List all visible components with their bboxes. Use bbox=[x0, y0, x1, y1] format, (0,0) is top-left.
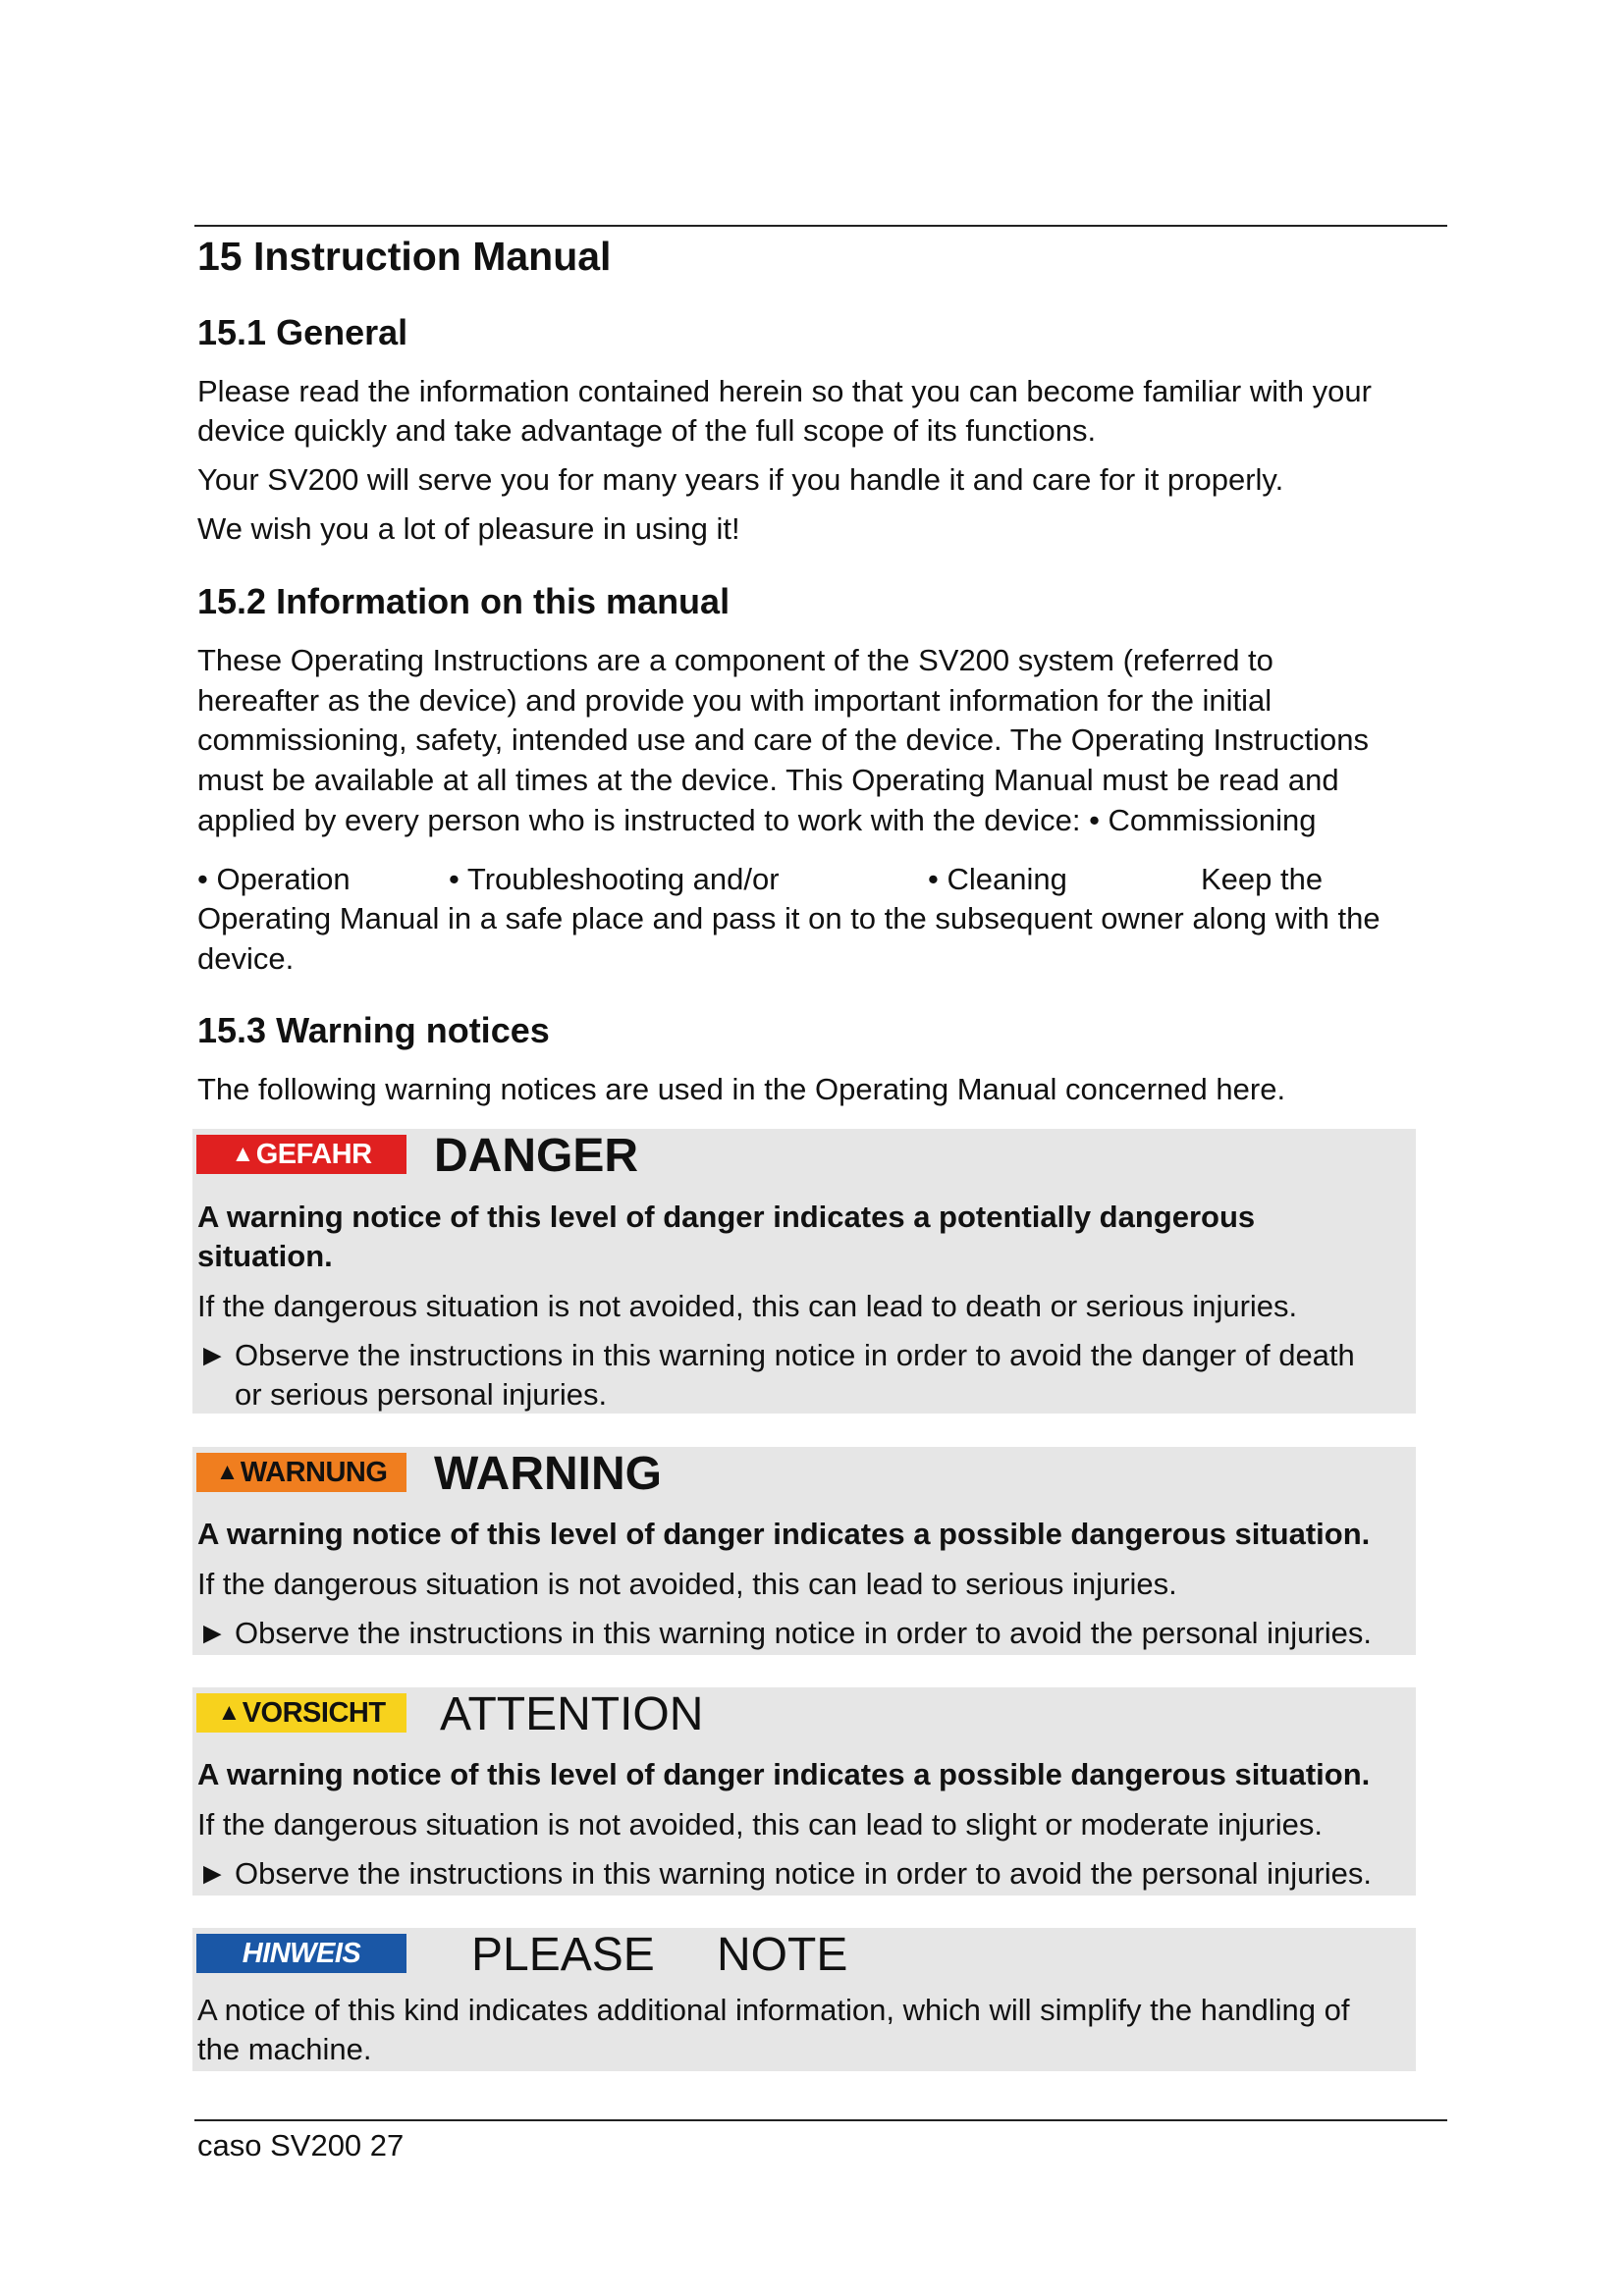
warning-triangle-icon: ▲ bbox=[217, 1699, 241, 1726]
warning-bold-line: A warning notice of this level of danger indicates a possible dangerous situation. bbox=[197, 1517, 1371, 1551]
danger-bold-line: situation. bbox=[197, 1239, 333, 1273]
danger-title: DANGER bbox=[434, 1130, 639, 1182]
caution-bold-line: A warning notice of this level of danger indicates a possible dangerous situation. bbox=[197, 1757, 1371, 1791]
warning-triangle-icon: ▲ bbox=[215, 1459, 239, 1485]
vorsicht-label bbox=[196, 1693, 406, 1733]
notice-box bbox=[192, 1928, 1416, 2071]
page-footer: caso SV200 27 bbox=[197, 2128, 405, 2163]
hinweis-label-text: HINWEIS bbox=[242, 1937, 361, 1969]
section-general-title: 15.1 General bbox=[197, 312, 408, 352]
warning-action bbox=[197, 1614, 1372, 1653]
danger-bold-line: A warning notice of this level of danger indicates a potentially dangerous bbox=[197, 1200, 1256, 1234]
manual-info-closing-line: device. bbox=[197, 941, 295, 976]
caution-notice-box bbox=[192, 1687, 1416, 1896]
danger-action-text: Observe the instructions in this warning notice in order to avoid the danger of death bbox=[235, 1338, 1355, 1372]
vorsicht-label-text: VORSICHT bbox=[242, 1696, 386, 1729]
warning-notice-box bbox=[192, 1447, 1416, 1655]
arrow-right-icon: ► bbox=[197, 1856, 228, 1891]
general-paragraph-line: We wish you a lot of pleasure in using it! bbox=[197, 511, 740, 546]
hinweis-label bbox=[196, 1934, 406, 1973]
arrow-right-icon: ► bbox=[197, 1338, 228, 1372]
gefahr-label-text: GEFAHR bbox=[255, 1138, 372, 1170]
please-note-title-word: PLEASE bbox=[471, 1929, 655, 1981]
warning-title: WARNING bbox=[434, 1448, 662, 1500]
manual-info-closing-line: Operating Manual in a safe place and pass it on to the subsequent owner along with the bbox=[197, 901, 1380, 935]
bottom-rule bbox=[194, 2119, 1447, 2121]
arrow-right-icon: ► bbox=[197, 1616, 228, 1650]
danger-notice-box bbox=[192, 1129, 1416, 1414]
section-warning-notices-title: 15.3 Warning notices bbox=[197, 1010, 550, 1050]
bullet-troubleshooting: • Troubleshooting and/or bbox=[449, 862, 780, 896]
manual-info-line: These Operating Instructions are a component of the SV200 system (referred to bbox=[197, 643, 1273, 677]
bullet-row bbox=[197, 860, 1425, 899]
notice-text-line: A notice of this kind indicates additional information, which will simplify the handling of bbox=[197, 1993, 1350, 2027]
notice-text-line: the machine. bbox=[197, 2032, 372, 2066]
keep-the-text: Keep the bbox=[1201, 862, 1324, 896]
danger-action bbox=[197, 1336, 1355, 1375]
please-note-title-word: NOTE bbox=[717, 1929, 848, 1981]
warning-triangle-icon: ▲ bbox=[231, 1141, 254, 1167]
manual-info-line: applied by every person who is instructed to work with the device: • Commissioning bbox=[197, 803, 1317, 837]
top-rule bbox=[194, 225, 1447, 227]
bullet-operation: • Operation bbox=[197, 862, 351, 896]
attention-title: ATTENTION bbox=[440, 1688, 704, 1740]
danger-text: If the dangerous situation is not avoided, this can lead to death or serious injuries. bbox=[197, 1289, 1298, 1323]
general-paragraph-line: device quickly and take advantage of the full scope of its functions. bbox=[197, 413, 1097, 448]
caution-action-text: Observe the instructions in this warning notice in order to avoid the personal injuries. bbox=[235, 1856, 1372, 1891]
page-title: 15 Instruction Manual bbox=[197, 234, 612, 279]
warning-text: If the dangerous situation is not avoided, this can lead to serious injuries. bbox=[197, 1567, 1177, 1601]
warnung-label-text: WARNUNG bbox=[240, 1456, 388, 1488]
warning-action-text: Observe the instructions in this warning notice in order to avoid the personal injuries. bbox=[235, 1616, 1372, 1650]
danger-action-line: or serious personal injuries. bbox=[235, 1377, 608, 1412]
gefahr-label bbox=[196, 1135, 406, 1174]
caution-action bbox=[197, 1854, 1372, 1894]
general-paragraph-line: Your SV200 will serve you for many years if you handle it and care for it properly. bbox=[197, 462, 1284, 497]
warning-notices-intro: The following warning notices are used in the Operating Manual concerned here. bbox=[197, 1072, 1286, 1106]
manual-info-line: commissioning, safety, intended use and care of the device. The Operating Instructions bbox=[197, 722, 1370, 757]
warnung-label bbox=[196, 1453, 406, 1492]
general-paragraph-line: Please read the information contained herein so that you can become familiar with your bbox=[197, 374, 1372, 408]
manual-info-line: hereafter as the device) and provide you with important information for the initial bbox=[197, 683, 1272, 718]
section-manual-info-title: 15.2 Information on this manual bbox=[197, 581, 731, 621]
caution-text: If the dangerous situation is not avoided, this can lead to slight or moderate injuries. bbox=[197, 1807, 1323, 1842]
bullet-cleaning: • Cleaning bbox=[928, 862, 1067, 896]
manual-info-line: must be available at all times at the device. This Operating Manual must be read and bbox=[197, 763, 1339, 797]
